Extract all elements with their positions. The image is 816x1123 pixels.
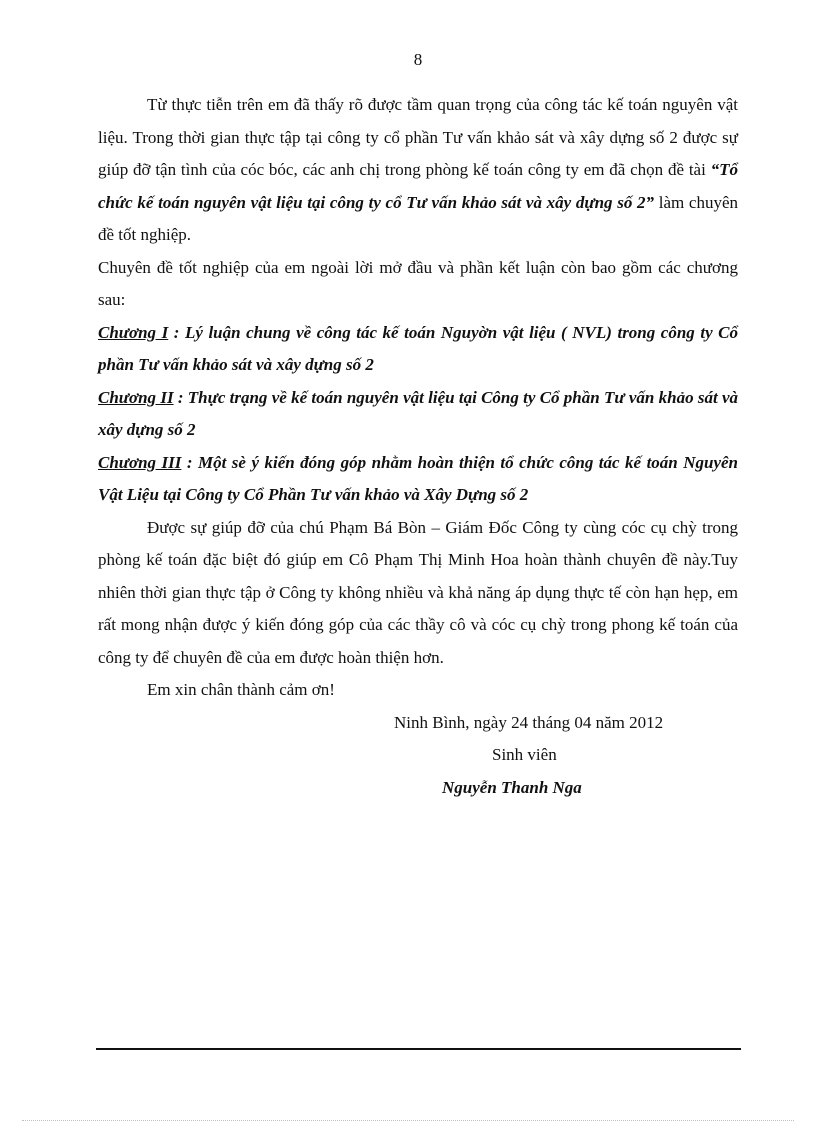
chapter-overview-paragraph: Chuyên đề tốt nghiệp của em ngoài lời mở đầu và phần kết luận còn bao gồm các chương sau: <box>98 257 738 309</box>
chapter-1-label: Chương I <box>98 322 169 342</box>
signature-role: Sinh viên <box>492 745 557 764</box>
chapter-3-label: Chương III <box>98 452 182 472</box>
chapter-3-title: : Một sè ý kiến đóng góp nhằm hoàn thiện tổ chức công tác kế toán Nguyên Vật Liệu tại Công ty Cổ Phần Tư vấn khảo và Xây Dựng số 2 <box>98 452 738 504</box>
intro-text-end: làm chuyên đề tốt nghiệp. <box>98 192 738 244</box>
page-bottom-edge <box>22 1120 794 1121</box>
intro-paragraph <box>98 89 738 252</box>
signature-block <box>98 707 738 817</box>
chapter-2-title: : Thực trạng về kế toán nguyên vật liệu tại Công ty Cổ phần Tư vấn khảo sát và xây dựng số 2 <box>98 387 739 439</box>
chapter-3 <box>98 447 738 512</box>
chapter-2 <box>98 382 738 447</box>
thesis-title: “Tổ chức kế toán nguyên vật liệu tại công ty cổ Tư vấn khảo sát và xây dựng số 2” <box>98 160 738 212</box>
signature-place-date: Ninh Bình, ngày 24 tháng 04 năm 2012 <box>394 712 664 732</box>
acknowledgement-paragraph: Được sự giúp đỡ của chú Phạm Bá Bòn – Giám Đốc Công ty cùng cóc cụ chỳ trong phòng kế toán đặc biệt đó giúp em Cô Phạm Thị Minh Hoa hoàn thành chuyên đề này.Tuy nhiên thời gian thực tập ở Công ty không nhiều và khả năng áp dụng thực tế còn hạn hẹp, em rất mong nhận được ý kiến đóng góp của các thầy cô và cóc cụ chỳ trong phong kế toán của công ty để chuyên đề của em được hoàn thiện hơn. <box>98 517 738 667</box>
intro-text-start: Từ thực tiễn trên em đã thấy rõ được tầm quan trọng của công tác kế toán nguyên vật liệu. Trong thời gian thực tập tại công ty cổ phần Tư vấn khảo sát và xây dựng số 2 được sự giúp đỡ tận tình của cóc bóc, các anh chị trong phòng kế toán công ty em đã chọn đề tài <box>98 95 738 179</box>
document-body <box>98 89 738 817</box>
chapter-2-label: Chương II <box>98 387 174 407</box>
page-number: 8 <box>413 50 423 69</box>
signature-name: Nguyễn Thanh Nga <box>442 777 582 797</box>
footer-rule <box>96 1048 741 1050</box>
thanks-line: Em xin chân thành cảm ơn! <box>147 680 335 699</box>
chapter-1 <box>98 317 738 382</box>
chapter-1-title: : Lý luận chung về công tác kế toán Nguyờn vật liệu ( NVL) trong công ty Cổ phần Tư vấn khảo sát và xây dựng số 2 <box>98 322 738 374</box>
